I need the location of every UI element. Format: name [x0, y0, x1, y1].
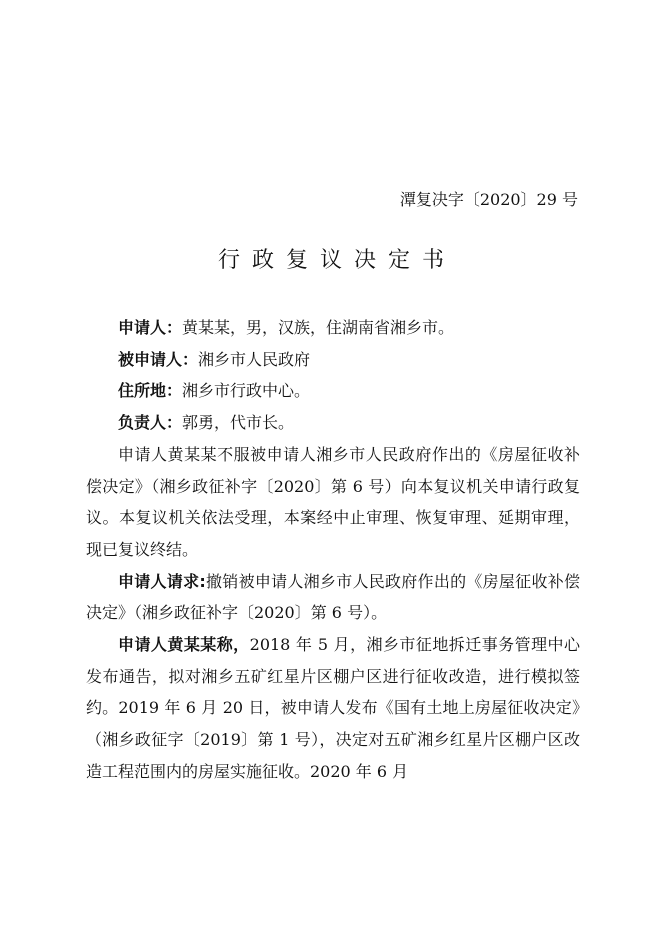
request-paragraph — [86, 566, 580, 629]
applicant-text: 黄某某，男，汉族，住湖南省湘乡市。 — [182, 318, 455, 337]
respondent-label: 被申请人： — [118, 349, 199, 369]
document-number: 潭复决字〔2020〕29 号 — [399, 190, 578, 209]
request-text: 撤销被申请人湘乡市人民政府作出的《房屋征收补偿决定》（湘乡政征补字〔2020〕第 6 号）。 — [86, 571, 580, 623]
applicant-statement-text: 2018 年 5 月，湘乡市征地拆迁事务管理中心发布通告，拟对湘乡五矿红星片区棚户区进行征收改造，进行模拟签约。2019 年 6 月 20 日，被申请人发布《国有土地上房屋征收决定》（湘乡政征字〔2019〕第 1 号），决定对五矿湘乡红星片区棚户区改造工程范围内的房屋实施征收。2020 年 6 月 — [86, 635, 580, 781]
document-title: 行政复议决定书 — [217, 248, 456, 273]
responsible-person-paragraph — [86, 407, 580, 439]
document-body — [86, 312, 580, 788]
address-paragraph — [86, 375, 580, 407]
request-label: 申请人请求: — [118, 571, 206, 591]
address-text: 湘乡市行政中心。 — [182, 381, 311, 401]
case-summary-text: 申请人黄某某不服被申请人湘乡市人民政府作出的《房屋征收补偿决定》（湘乡政征补字〔2020〕第 6 号）向本复议机关申请行政复议。本复议机关依法受理，本案经中止审理、恢复审理、延期审理，现已复议终结。 — [86, 444, 580, 559]
applicant-paragraph — [86, 312, 580, 344]
applicant-statement-label: 申请人黄某某称， — [118, 635, 250, 655]
respondent-paragraph — [86, 344, 580, 376]
applicant-statement-paragraph — [86, 629, 580, 788]
case-summary-paragraph — [86, 439, 580, 566]
respondent-text: 湘乡市人民政府 — [198, 349, 311, 369]
responsible-person-label: 负责人： — [118, 413, 183, 433]
applicant-label: 申请人： — [118, 318, 183, 337]
responsible-person-text: 郭勇，代市长。 — [182, 413, 295, 433]
address-label: 住所地： — [118, 381, 183, 401]
